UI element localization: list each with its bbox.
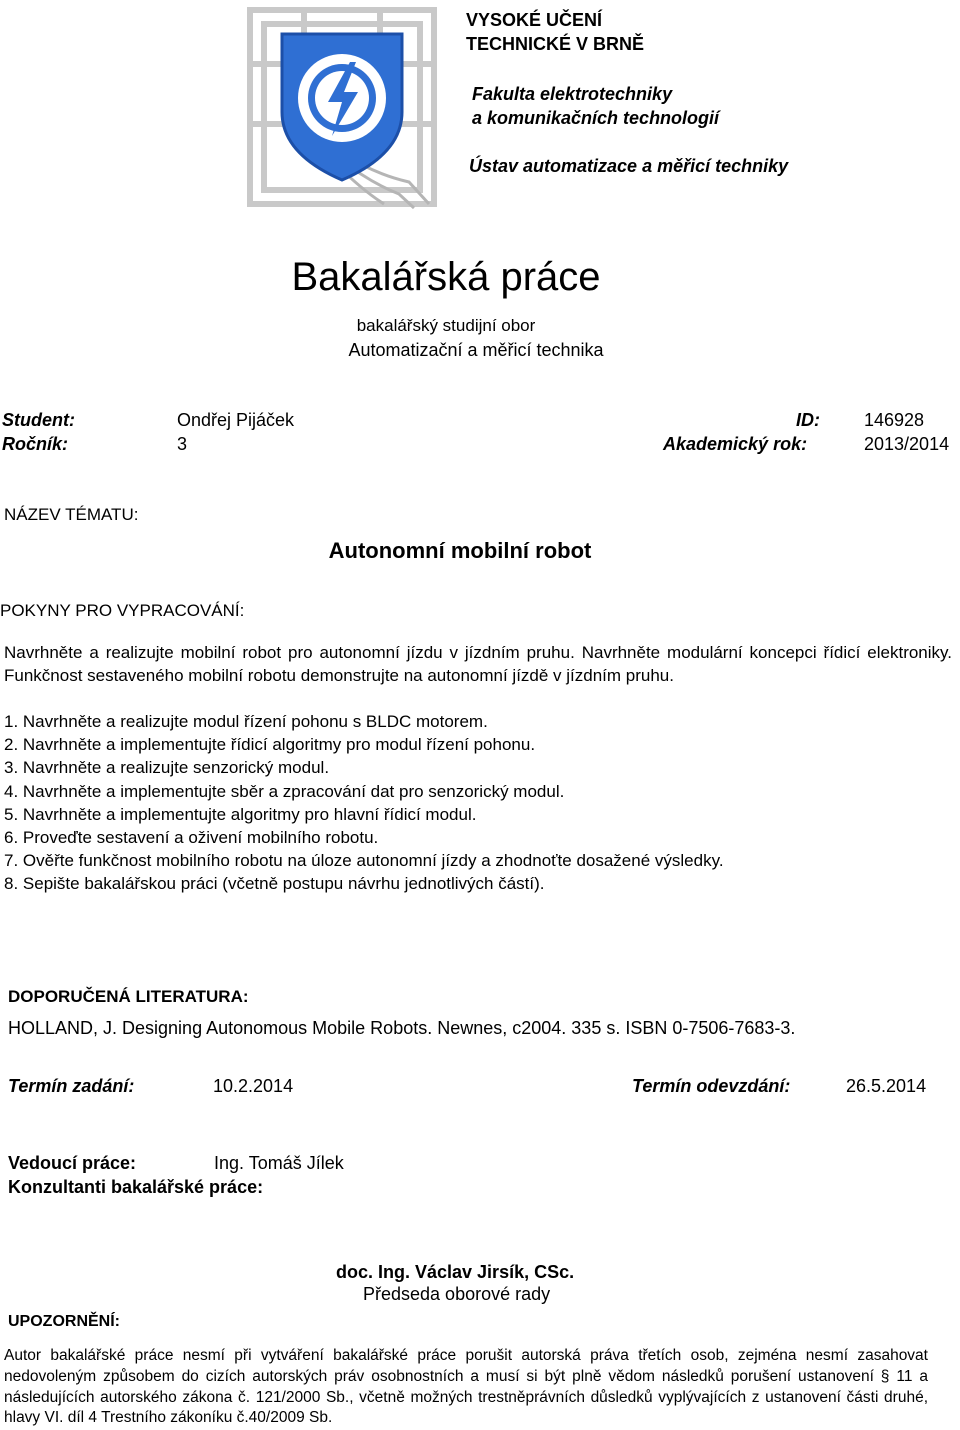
faculty-name: Fakulta elektrotechniky a komunikačních technologií [472, 84, 720, 128]
list-item: 5. Navrhněte a implementujte algoritmy pro hlavní řídicí modul. [4, 804, 477, 824]
id-label: ID: [796, 410, 820, 430]
academic-year-value: 2013/2014 [864, 434, 950, 454]
consultants-label: Konzultanti bakalářské práce: [8, 1177, 264, 1197]
assigned-date-label: Termín zadání: [8, 1076, 135, 1096]
list-item: 6. Proveďte sestavení a oživení mobilního robotu. [4, 828, 379, 848]
signature-name: doc. Ing. Václav Jirsík, CSc. [336, 1262, 575, 1282]
program-name: Automatizační a měřicí technika [348, 340, 604, 360]
supervisor-label: Vedoucí práce: [8, 1153, 137, 1173]
university-logo [244, 4, 440, 210]
literature-label: DOPORUČENÁ LITERATURA: [8, 987, 249, 1006]
document-title: Bakalářská práce [291, 255, 601, 299]
list-item: 1. Navrhněte a realizujte modul řízení pohonu s BLDC motorem. [4, 712, 488, 731]
list-item: 3. Navrhněte a realizujte senzorický modul. [4, 758, 330, 778]
year-label: Ročník: [2, 434, 69, 454]
instructions-steps [4, 710, 944, 896]
list-item: 4. Navrhněte a implementujte sběr a zpracování dat pro senzorický modul. [4, 781, 565, 801]
warning-text: Autor bakalářské práce nesmí při vytváření bakalářské práce porušit autorská práva třetích osob, zejména nesmí zasahovat nedovoleným způsobem do cizích autorských práv osobnostních a musí si být plně vědom následků porušení ustanovení § 11 a následujících autorského zákona č. 121/2000 Sb., včetně možných trestněprávních důsledků vyplývajících z ustanovení části druhé, hlavy VI. díl 4 Trestního zákoníku č.40/2009 Sb. [4, 1347, 928, 1427]
institute-name: Ústav automatizace a měřicí techniky [469, 156, 789, 176]
school-name: VYSOKÉ UČENÍ TECHNICKÉ V BRNĚ [466, 10, 645, 54]
academic-year-label: Akademický rok: [663, 434, 808, 454]
signature-role: Předseda oborové rady [363, 1284, 551, 1304]
warning-label: UPOZORNĚNÍ: [8, 1313, 120, 1330]
due-date-label: Termín odevzdání: [632, 1076, 791, 1096]
id-value: 146928 [864, 410, 925, 430]
assigned-date-value: 10.2.2014 [213, 1076, 294, 1096]
topic-value: Autonomní mobilní robot [328, 538, 592, 563]
list-item: 2. Navrhněte a implementujte řídicí algoritmy pro modul řízení pohonu. [4, 735, 536, 755]
list-item: 7. Ověřte funkčnost mobilního robotu na úloze autonomní jízdy a zhodnoťte dosažené výsledky. [4, 851, 724, 871]
topic-label: NÁZEV TÉMATU: [4, 505, 139, 524]
instructions-intro: Navrhněte a realizujte mobilní robot pro autonomní jízdu v jízdním pruhu. Navrhněte modulární koncepci řídicí elektroniky. Funkčnost sestaveného mobilní robotu demonstrujte na autonomní jízdě v jízdním pruhu. [4, 643, 952, 686]
program-type: bakalářský studijní obor [356, 316, 536, 335]
list-item: 8. Sepište bakalářskou práci (včetně postupu návrhu jednotlivých částí). [4, 874, 545, 894]
student-label: Student: [2, 410, 75, 430]
literature-value: HOLLAND, J. Designing Autonomous Mobile Robots. Newnes, c2004. 335 s. ISBN 0-7506-7683-3. [8, 1018, 796, 1038]
supervisor-value: Ing. Tomáš Jílek [214, 1153, 344, 1173]
due-date-value: 26.5.2014 [846, 1076, 927, 1096]
year-value: 3 [177, 434, 188, 454]
student-value: Ondřej Pijáček [177, 410, 295, 430]
instructions-label: POKYNY PRO VYPRACOVÁNÍ: [0, 601, 245, 620]
